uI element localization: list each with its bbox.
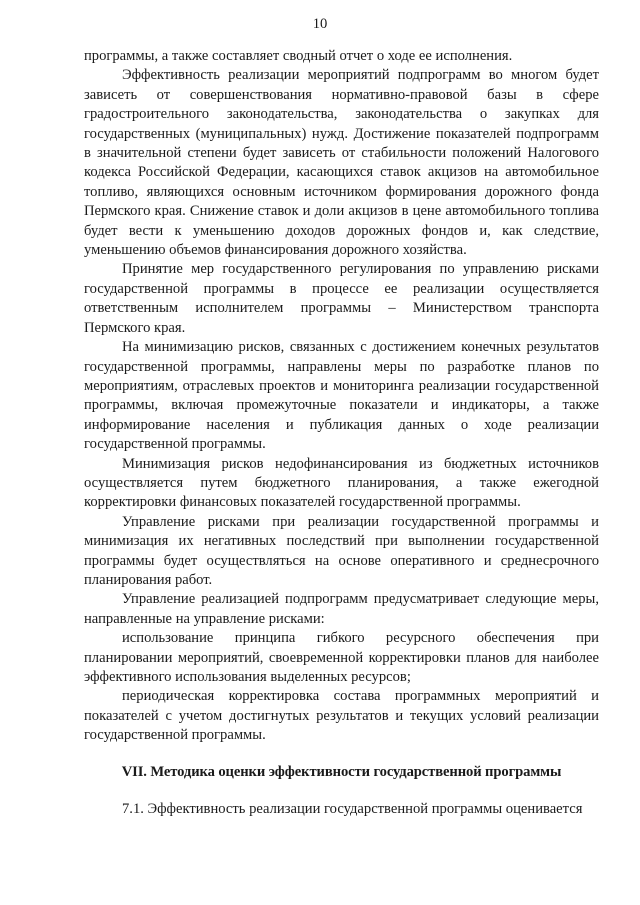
paragraph-7-1: 7.1. Эффективность реализации государственной программы оценивается [122, 801, 583, 818]
paragraph-continuation: программы, а также составляет сводный отчет о ходе ее исполнения. [84, 48, 513, 64]
document-body [84, 47, 599, 819]
paragraph-efficiency: Эффективность реализации мероприятий подпрограмм во многом будет зависеть от совершенствования нормативно-правовой базы в сфере градостроительного законодательства, законодательства о закупках для государственных (муниципальных) нужд. Достижение показателей подпрограмм в значительной степени будет зависеть от стабильности положений Налогового кодекса Российской Федерации, касающихся ставок акцизов на автомобильное топливо, являющихся основным источником формирования дорожного фонда Пермского края. Снижение ставок и доли акцизов в цене автомобильного топлива будет вести к уменьшению доходов дорожных фондов и, как следствие, уменьшению объемов финансирования дорожного хозяйства. [84, 67, 599, 259]
paragraph-risk-management: Управление рисками при реализации государственной программы и минимизация их негативных последствий при выполнении государственной программы будет осуществляться на основе оперативного и среднесрочного планирования работ. [84, 513, 599, 588]
section-heading: VII. Методика оценки эффективности государственной программы [121, 763, 562, 780]
list-item-flexible-resources: использование принципа гибкого ресурсного обеспечения при планировании мероприятий, своевременной корректировки планов для наиболее эффективного использования выделенных ресурсов; [84, 630, 599, 685]
page-number: 10 [312, 16, 328, 32]
paragraph-subprogram-measures: Управление реализацией подпрограмм предусматривает следующие меры, направленные на управление рисками: [84, 591, 599, 627]
paragraph-underfunding: Минимизация рисков недофинансирования из бюджетных источников осуществляется путем бюджетного планирования, а также ежегодной корректировки финансовых показателей государственной программы. [84, 455, 599, 511]
list-item-periodic-adjustment: периодическая корректировка состава программных мероприятий и показателей с учетом достигнутых результатов и текущих условий реализации государственной программы. [84, 688, 599, 744]
paragraph-risk-regulation: Принятие мер государственного регулирования по управлению рисками государственной программы в процессе ее реализации осуществляется ответственным исполнителем программы – Министерством транспорта Пермского края. [84, 261, 599, 336]
paragraph-risk-minimization: На минимизацию рисков, связанных с достижением конечных результатов государственной программы, направлены меры по разработке планов по мероприятиям, отраслевых проектов и мониторинга реализации государственной программы, включая промежуточные показатели и индикаторы, а также информирование населения и публикация данных о ходе реализации государственной программы. [84, 339, 599, 453]
